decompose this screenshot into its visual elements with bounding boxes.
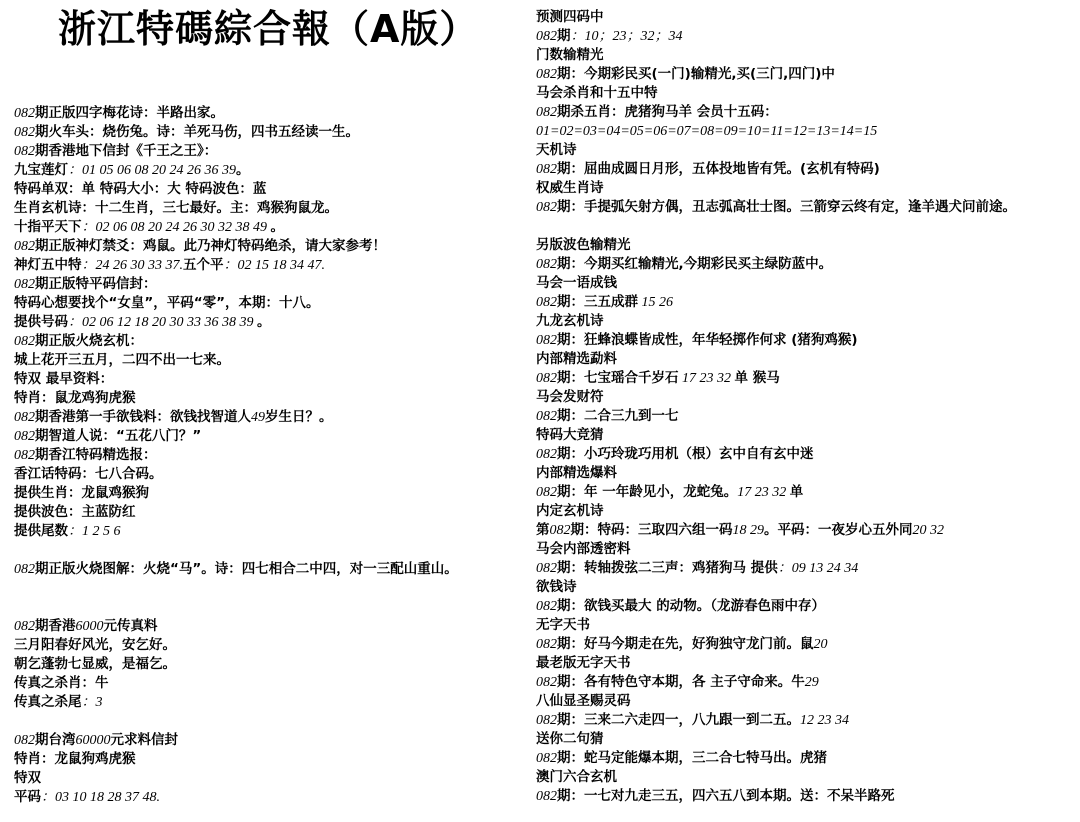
right-line-17: 内部精选勐料 xyxy=(536,351,617,367)
left-line-27: 三月阳春好风光，安乞好。 xyxy=(14,637,176,653)
right-line-19: 马会发财符 xyxy=(536,389,604,405)
right-line-1: 082期：10；23；32；34 xyxy=(536,28,683,44)
right-line-23: 内部精选爆料 xyxy=(536,465,617,481)
right-line-5: 082期杀五肖：虎猪狗马羊 会员十五码： xyxy=(536,104,778,120)
right-line-14: 082期：三五成群 15 26 xyxy=(536,294,673,310)
right-line-9: 权威生肖诗 xyxy=(536,180,604,196)
right-line-40: 082期：一七对九走三五，四六五八到本期。送：不呆半路死 xyxy=(536,788,895,804)
right-line-7: 天机诗 xyxy=(536,142,577,158)
left-line-3: 九宝莲灯：01 05 06 08 20 24 26 36 39。 xyxy=(14,162,250,178)
right-line-2: 门数输精光 xyxy=(536,47,604,63)
right-line-35: 八仙显圣赐灵码 xyxy=(536,693,631,709)
left-line-7: 082期正版神灯禁爻：鸡鼠。此乃神灯特码绝杀，请大家参考！ xyxy=(14,238,386,254)
left-line-17: 082期智道人说：“五花八门？” xyxy=(14,428,202,444)
right-line-39: 澳门六合玄机 xyxy=(536,769,617,785)
right-line-27: 马会内部透密料 xyxy=(536,541,631,557)
right-line-6: 01=02=03=04=05=06=07=08=09=10=11=12=13=14=15 xyxy=(536,124,878,139)
left-line-1: 082期火车头：烧伤兔。诗：羊死马伤，四书五经读一生。 xyxy=(14,124,359,140)
left-line-33: 特肖：龙鼠狗鸡虎猴 xyxy=(14,751,136,767)
left-line-6: 十指平天下：02 06 08 20 24 26 30 32 38 49 。 xyxy=(14,219,284,235)
right-line-38: 082期：蛇马定能爆本期，三二合七特马出。虎猪 xyxy=(536,750,827,766)
right-line-25: 内定玄机诗 xyxy=(536,503,604,519)
right-line-37: 送你二句猜 xyxy=(536,731,604,747)
right-line-22: 082期：小巧玲珑巧用机（根）玄中自有玄中迷 xyxy=(536,446,814,462)
right-line-29: 欲钱诗 xyxy=(536,579,577,595)
page-title: 浙江特碼綜合報（A版） xyxy=(58,7,479,51)
right-line-8: 082期：屈曲成圆日月形，五体投地皆有凭。(玄机有特码) xyxy=(536,161,880,177)
spacer xyxy=(14,541,534,560)
left-line-0: 082期正版四字梅花诗：半路出家。 xyxy=(14,105,224,121)
right-line-12: 082期：今期买红输精光,今期彩民买主绿防蓝中。 xyxy=(536,256,833,272)
spacer xyxy=(14,712,534,731)
right-line-11: 另版波色输精光 xyxy=(536,237,631,253)
left-line-9: 082期正版特平码信封： xyxy=(14,276,157,292)
left-line-34: 特双 xyxy=(14,770,41,786)
right-line-20: 082期：二合三九到一七 xyxy=(536,408,679,424)
right-line-15: 九龙玄机诗 xyxy=(536,313,604,329)
right-line-30: 082期：欲钱买最大 的动物。（龙游春色雨中存） xyxy=(536,598,825,614)
left-line-30: 传真之杀尾：3 xyxy=(14,694,103,710)
left-column xyxy=(14,0,534,807)
left-line-4: 特码单双：单 特码大小：大 特码波色：蓝 xyxy=(14,181,267,197)
left-line-10: 特码心想要找个“女皇”，平码“零”，本期：十八。 xyxy=(14,295,320,311)
right-line-4: 马会杀肖和十五中特 xyxy=(536,85,658,101)
left-line-14: 特双 最早资料： xyxy=(14,371,114,387)
right-line-31: 无字天书 xyxy=(536,617,590,633)
left-line-2: 082期香港地下信封《千王之王》： xyxy=(14,143,218,159)
left-line-24: 082期正版火烧图解：火烧“马”。诗：四七相合二中四，对一三配山重山。 xyxy=(14,561,458,577)
right-line-10: 082期：手提弧矢射方偶，丑志弧高壮士图。三箭穿云终有定，逢羊遇犬问前途。 xyxy=(536,199,1016,215)
left-line-22: 提供尾数：1 2 5 6 xyxy=(14,523,121,539)
left-line-12: 082期正版火烧玄机： xyxy=(14,333,143,349)
right-line-36: 082期：三来二六走四一，八九跟一到二五。12 23 34 xyxy=(536,712,849,728)
left-line-5: 生肖玄机诗：十二生肖，三七最好。主：鸡猴狗鼠龙。 xyxy=(14,200,338,216)
right-line-33: 最老版无字天书 xyxy=(536,655,631,671)
left-line-28: 朝乞蓬勃七显威，是福乞。 xyxy=(14,656,176,672)
spacer xyxy=(14,598,534,617)
right-line-13: 马会一语成钱 xyxy=(536,275,617,291)
right-line-32: 082期：好马今期走在先，好狗独守龙门前。鼠20 xyxy=(536,636,828,652)
left-line-11: 提供号码：02 06 12 18 20 30 33 36 38 39 。 xyxy=(14,314,271,330)
left-line-13: 城上花开三五月，二四不出一七来。 xyxy=(14,352,230,368)
left-line-35: 平码：03 10 18 28 37 48. xyxy=(14,789,160,805)
left-line-16: 082期香港第一手欲钱料：欲钱找智道人49岁生日？。 xyxy=(14,409,333,425)
right-line-3: 082期：今期彩民买(一门)输精光,买(三门,四门)中 xyxy=(536,66,835,82)
left-line-8: 神灯五中特：24 26 30 33 37.五个平：02 15 18 34 47. xyxy=(14,257,325,273)
left-line-29: 传真之杀肖：牛 xyxy=(14,675,109,691)
left-line-15: 特肖：鼠龙鸡狗虎猴 xyxy=(14,390,136,406)
right-line-18: 082期：七宝瑶合千岁石 17 23 32 单 猴马 xyxy=(536,370,780,386)
left-line-19: 香江话特码：七八合码。 xyxy=(14,466,163,482)
right-line-21: 特码大竞猜 xyxy=(536,427,604,443)
right-line-26: 第082期：特码：三取四六组一码18 29。平码：一夜岁心五外同20 32 xyxy=(536,522,944,538)
left-line-20: 提供生肖：龙鼠鸡猴狗 xyxy=(14,485,149,501)
right-line-28: 082期：转轴拨弦二三声：鸡猪狗马 提供：09 13 24 34 xyxy=(536,560,859,576)
left-line-26: 082期香港6000元传真料 xyxy=(14,618,158,634)
right-line-0: 预测四码中 xyxy=(536,9,604,25)
left-line-21: 提供波色：主蓝防红 xyxy=(14,504,136,520)
right-column xyxy=(536,0,1072,806)
right-line-24: 082期：年 一年龄见小，龙蛇兔。17 23 32 单 xyxy=(536,484,804,500)
right-line-16: 082期：狂蜂浪蝶皆成性，年华轻掷作何求 (猪狗鸡猴) xyxy=(536,332,858,348)
left-line-32: 082期台湾60000元求料信封 xyxy=(14,732,178,748)
left-line-18: 082期香江特码精选报： xyxy=(14,447,157,463)
right-line-34: 082期：各有特色守本期，各 主子守命来。牛29 xyxy=(536,674,819,690)
